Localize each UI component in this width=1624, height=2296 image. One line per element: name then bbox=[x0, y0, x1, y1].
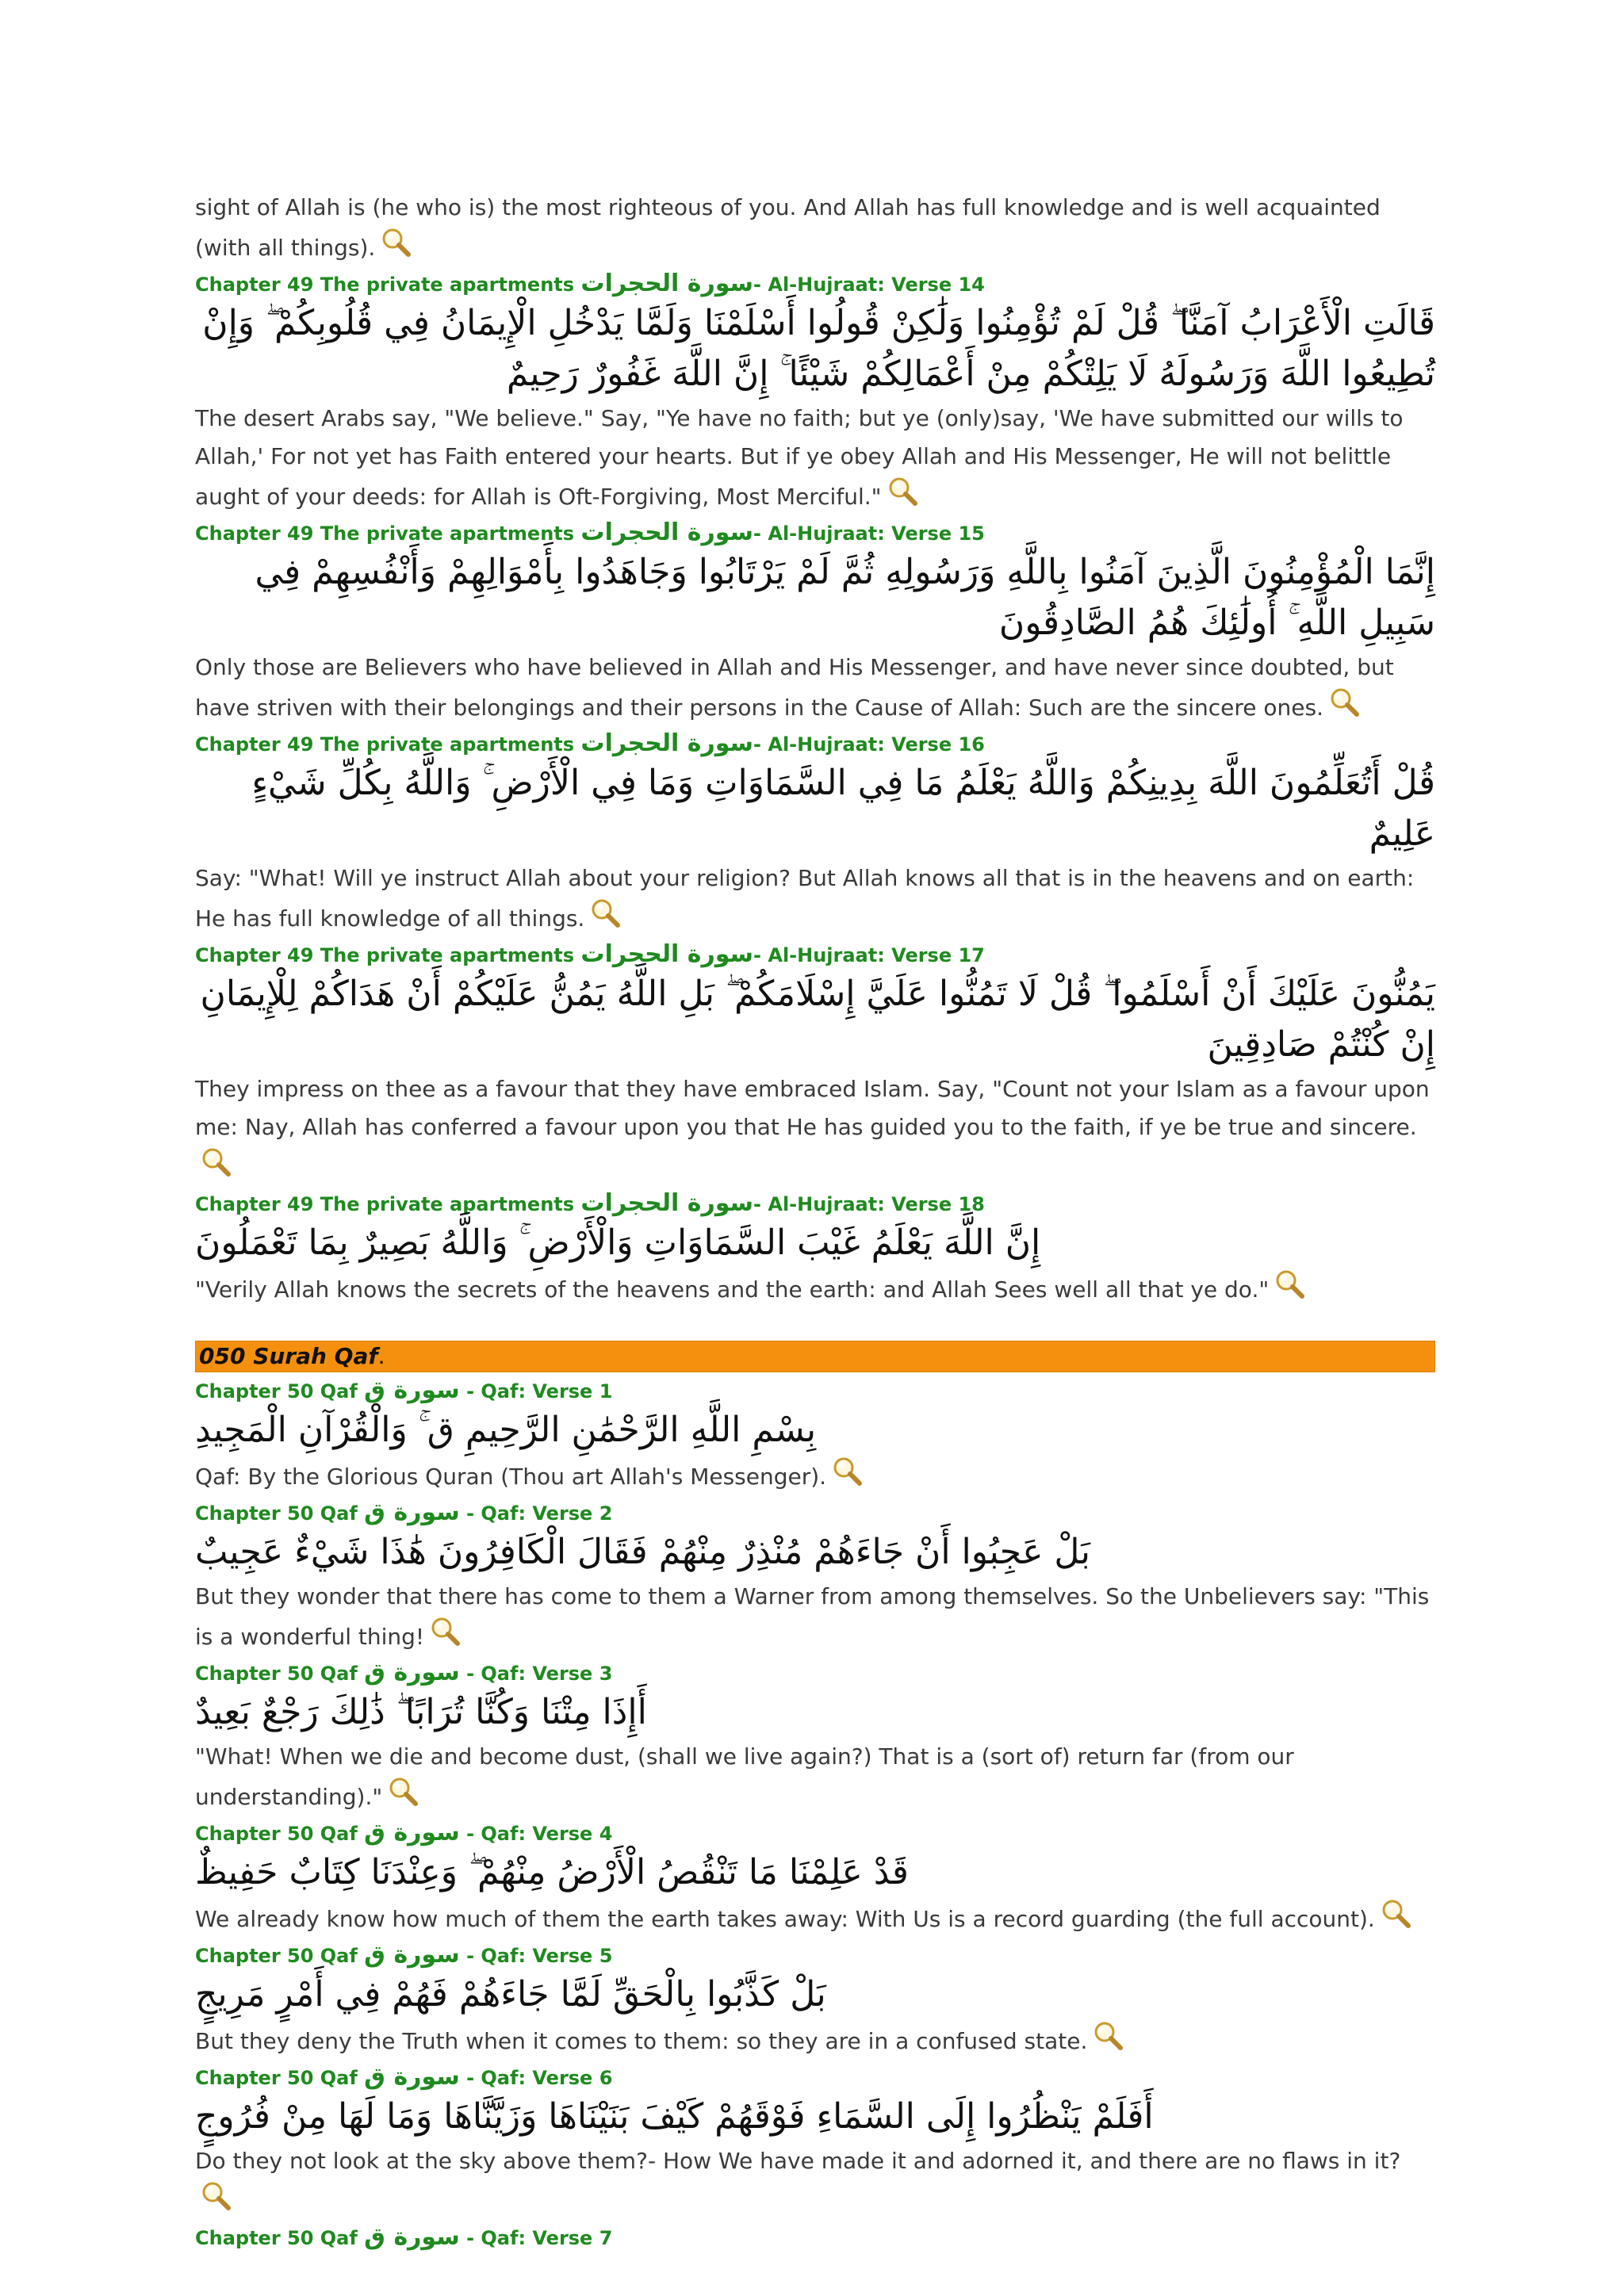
verse-translation: Say: "What! Will ye instruct Allah about your religion? But Allah knows all that is in the heavens and on earth: He has full knowledge of all things. bbox=[195, 865, 1415, 932]
verse-translation: The desert Arabs say, "We believe." Say, "Ye have no faith; but ye (only)say, 'We have submitted our wills to Allah,' For not yet has Faith entered your hearts. But if ye obey Allah and His Messenger, He will not belittle aught of your deeds: for Allah is Oft-Forgiving, Most Merciful." bbox=[195, 405, 1404, 510]
magnifier-icon[interactable] bbox=[887, 476, 918, 507]
verse-translation-continued: sight of Allah is (he who is) the most righteous of you. And Allah has full knowledge and is well acquainted (with all things). bbox=[195, 194, 1381, 261]
verse-block bbox=[195, 730, 1435, 938]
verse-block bbox=[195, 1377, 1435, 1496]
verse-translation: But they wonder that there has come to them a Warner from among themselves. So the Unbelievers say: "This is a wonderful thing! bbox=[195, 1583, 1430, 1650]
verse-heading: Chapter 50 Qaf سورة ق - Qaf: Verse 6 bbox=[195, 2063, 613, 2091]
magnifier-icon[interactable] bbox=[1092, 2020, 1124, 2052]
verse-translation: Do they not look at the sky above them?- How We have made it and adorned it, and there are no flaws in it? bbox=[195, 2142, 1435, 2221]
magnifier-icon[interactable] bbox=[831, 1456, 863, 1487]
magnifier-icon[interactable] bbox=[589, 897, 621, 929]
quran-page-content bbox=[195, 189, 1435, 2252]
verse-heading: Chapter 50 Qaf سورة ق - Qaf: Verse 3 bbox=[195, 1659, 613, 1686]
verse-heading: Chapter 49 The private apartments سورة الحجرات- Al-Hujraat: Verse 18 bbox=[195, 1189, 985, 1217]
verse-arabic: بَلْ كَذَّبُوا بِالْحَقِّ لَمَّا جَاءَهُمْ فَهُمْ فِي أَمْرٍ مَرِيجٍ bbox=[195, 1974, 826, 2015]
verse-block bbox=[195, 941, 1435, 1187]
verse-heading: Chapter 49 The private apartments سورة الحجرات- Al-Hujraat: Verse 17 bbox=[195, 940, 985, 968]
verse-arabic: قَدْ عَلِمْنَا مَا تَنْقُصُ الْأَرْضُ مِنْهُمْ ۖ وَعِنْدَنَا كِتَابٌ حَفِيظٌ bbox=[195, 1852, 909, 1892]
verse-translation: "Verily Allah knows the secrets of the heavens and the earth: and Allah Sees well all that ye do." bbox=[195, 1269, 1435, 1309]
verse-block bbox=[195, 1499, 1435, 1656]
magnifier-icon[interactable] bbox=[200, 2180, 232, 2212]
surah-title-bar: 050 Surah Qaf. bbox=[195, 1341, 1435, 1372]
verse-block bbox=[195, 1942, 1435, 2061]
verse-heading: Chapter 50 Qaf سورة ق - Qaf: Verse 1 bbox=[195, 1376, 613, 1404]
verse-heading: Chapter 49 The private apartments سورة الحجرات- Al-Hujraat: Verse 15 bbox=[195, 519, 985, 546]
verse-arabic: بَلْ عَجِبُوا أَنْ جَاءَهُمْ مُنْذِرٌ مِنْهُمْ فَقَالَ الْكَافِرُونَ هَٰذَا شَيْءٌ عَجِيبٌ bbox=[195, 1532, 1091, 1572]
verse-arabic: قَالَتِ الْأَعْرَابُ آمَنَّا ۖ قُلْ لَمْ تُؤْمِنُوا وَلَٰكِنْ قُولُوا أَسْلَمْنَا وَلَمَّا يَدْخُلِ الْإِيمَانُ فِي قُلُوبِكُمْ ۖ وَإِنْ تُطِيعُوا اللَّهَ وَرَسُولَهُ لَا يَلِتْكُمْ مِنْ أَعْمَالِكُمْ شَيْئًا ۚ إِنَّ اللَّهَ غَفُورٌ رَحِيمٌ bbox=[202, 303, 1435, 394]
verse-block bbox=[195, 270, 1435, 516]
verse-heading: Chapter 50 Qaf سورة ق - Qaf: Verse 7 bbox=[195, 2223, 613, 2251]
verse-arabic: إِنَّ اللَّهَ يَعْلَمُ غَيْبَ السَّمَاوَاتِ وَالْأَرْضِ ۚ وَاللَّهُ بَصِيرٌ بِمَا تَعْمَلُونَ bbox=[195, 1223, 1041, 1263]
verse-heading: Chapter 50 Qaf سورة ق - Qaf: Verse 2 bbox=[195, 1498, 613, 1526]
verse-block bbox=[195, 2064, 1435, 2221]
verse-heading: Chapter 50 Qaf سورة ق - Qaf: Verse 4 bbox=[195, 1819, 613, 1846]
verse-translation: Qaf: By the Glorious Quran (Thou art Allah's Messenger). bbox=[195, 1456, 1435, 1496]
verse-heading: Chapter 49 The private apartments سورة الحجرات- Al-Hujraat: Verse 14 bbox=[195, 270, 985, 297]
magnifier-icon[interactable] bbox=[1328, 687, 1360, 718]
verse-heading: Chapter 50 Qaf سورة ق - Qaf: Verse 5 bbox=[195, 1941, 613, 1969]
verse-block bbox=[195, 1190, 1435, 1309]
verse-arabic: بِسْمِ اللَّهِ الرَّحْمَٰنِ الرَّحِيمِ ق ۚ وَالْقُرْآنِ الْمَجِيدِ bbox=[195, 1410, 817, 1450]
verse-heading: Chapter 49 The private apartments سورة الحجرات- Al-Hujraat: Verse 16 bbox=[195, 729, 985, 757]
verse-arabic: أَإِذَا مِتْنَا وَكُنَّا تُرَابًا ۖ ذَٰلِكَ رَجْعٌ بَعِيدٌ bbox=[195, 1692, 647, 1732]
verse-translation: "What! When we die and become dust, (shall we live again?) That is a (sort of) return far (from our understanding)." bbox=[195, 1743, 1294, 1810]
verse-translation: We already know how much of them the earth takes away: With Us is a record guarding (the full account). bbox=[195, 1898, 1435, 1938]
magnifier-icon[interactable] bbox=[380, 227, 412, 258]
verse-arabic: أَفَلَمْ يَنْظُرُوا إِلَى السَّمَاءِ فَوْقَهُمْ كَيْفَ بَنَيْنَاهَا وَزَيَّنَّاهَا وَمَا لَهَا مِنْ فُرُوجٍ bbox=[195, 2096, 1154, 2137]
verse-translation: They impress on thee as a favour that they have embraced Islam. Say, "Count not your Islam as a favour upon me: Nay, Allah has conferred a favour upon you that He has guided you to the faith, if ye be true and sincere. bbox=[195, 1070, 1435, 1187]
magnifier-icon[interactable] bbox=[200, 1146, 232, 1178]
verse-translation: But they deny the Truth when it comes to them: so they are in a confused state. bbox=[195, 2020, 1435, 2061]
verse-arabic: إِنَّمَا الْمُؤْمِنُونَ الَّذِينَ آمَنُوا بِاللَّهِ وَرَسُولِهِ ثُمَّ لَمْ يَرْتَابُوا وَجَاهَدُوا بِأَمْوَالِهِمْ وَأَنْفُسِهِمْ فِي سَبِيلِ اللَّهِ ۚ أُولَٰئِكَ هُمُ الصَّادِقُونَ bbox=[255, 552, 1435, 643]
magnifier-icon[interactable] bbox=[387, 1776, 419, 1808]
verse-block bbox=[195, 519, 1435, 727]
magnifier-icon[interactable] bbox=[1380, 1898, 1411, 1930]
verse-arabic: يَمُنُّونَ عَلَيْكَ أَنْ أَسْلَمُوا ۖ قُلْ لَا تَمُنُّوا عَلَيَّ إِسْلَامَكُمْ ۖ بَلِ اللَّهُ يَمُنُّ عَلَيْكُمْ أَنْ هَدَاكُمْ لِلْإِيمَانِ إِنْ كُنْتُمْ صَادِقِينَ bbox=[200, 974, 1435, 1065]
magnifier-icon[interactable] bbox=[429, 1616, 461, 1647]
magnifier-icon[interactable] bbox=[1274, 1269, 1305, 1300]
verse-block bbox=[195, 1820, 1435, 1938]
verse-translation: Only those are Believers who have believed in Allah and His Messenger, and have never since doubted, but have striven with their belongings and their persons in the Cause of Allah: Such are the sincere ones. bbox=[195, 654, 1394, 721]
verse-arabic: قُلْ أَتُعَلِّمُونَ اللَّهَ بِدِينِكُمْ وَاللَّهُ يَعْلَمُ مَا فِي السَّمَاوَاتِ وَمَا فِي الْأَرْضِ ۚ وَاللَّهُ بِكُلِّ شَيْءٍ عَلِيمٌ bbox=[251, 763, 1435, 854]
verse-block bbox=[195, 1659, 1435, 1816]
